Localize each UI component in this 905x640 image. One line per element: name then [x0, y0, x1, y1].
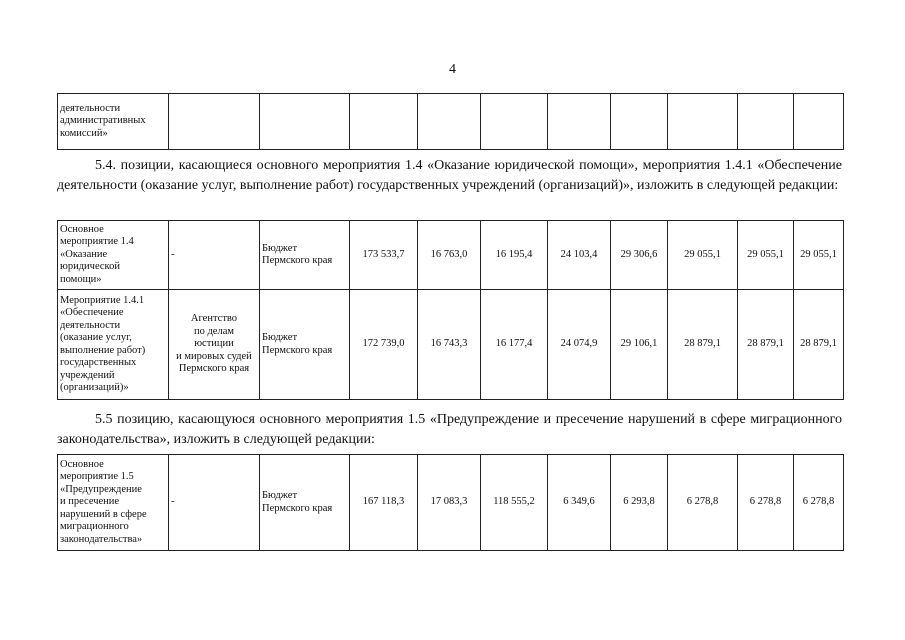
- cell-line: «Обеспечение: [60, 307, 124, 318]
- cell-amount: [548, 94, 611, 150]
- cell-amount: [738, 94, 794, 150]
- cell-amount: 6 278,8: [668, 455, 738, 551]
- table-row: [58, 94, 844, 150]
- cell-amount: 28 879,1: [794, 290, 844, 400]
- cell-amount: 6 349,6: [548, 455, 611, 551]
- cell-amount: 16 743,3: [418, 290, 481, 400]
- cell-funding-source: [260, 455, 350, 551]
- cell-line: деятельности: [60, 319, 121, 331]
- cell-line: «Предупреждение: [60, 483, 142, 495]
- cell-amount: [668, 94, 738, 150]
- cell-amount: [611, 94, 668, 150]
- cell-amount: [350, 94, 418, 150]
- cell-amount: 29 055,1: [794, 221, 844, 290]
- cell-executor: [169, 455, 260, 551]
- cell-line: Пермского края: [262, 255, 333, 266]
- section-5-4-paragraph: [57, 156, 842, 196]
- cell-line: Пермского края: [262, 344, 333, 356]
- cell-amount: 29 306,6: [611, 221, 668, 290]
- cell-line: государственных: [60, 357, 137, 368]
- cell-line: Мероприятие 1.4.1: [60, 294, 145, 306]
- table-row: [58, 455, 844, 551]
- cell-executor: [169, 221, 260, 290]
- cell-activity-name: [58, 290, 169, 400]
- cell-activity-name: [58, 221, 169, 290]
- cell-line: Пермского края: [178, 363, 250, 375]
- cell-line: Бюджет: [262, 332, 298, 343]
- cell-line: мероприятие 1.4: [60, 236, 134, 248]
- cell-line: и мировых судей: [176, 350, 252, 362]
- cell-line: выполнение работ): [60, 344, 146, 356]
- cell-amount: 16 195,4: [481, 221, 548, 290]
- cell-amount: 29 106,1: [611, 290, 668, 400]
- cell-line: и пресечение: [60, 496, 120, 508]
- table-row: [58, 290, 844, 400]
- cell-line: -: [171, 248, 175, 260]
- cell-amount: 24 074,9: [548, 290, 611, 400]
- cell-amount: 6 278,8: [738, 455, 794, 551]
- page-number: 4: [449, 62, 456, 77]
- cell-funding-source: [260, 221, 350, 290]
- cell-amount: 118 555,2: [481, 455, 548, 551]
- cell-line: деятельности: [60, 102, 121, 114]
- cell-line: учреждений: [60, 369, 115, 381]
- cell-line: помощи»: [60, 273, 102, 285]
- cell-line: Пермского края: [262, 502, 333, 514]
- cell-line: «Оказание: [60, 248, 108, 260]
- cell-line: комиссий»: [60, 127, 108, 139]
- cell-activity-name: [58, 94, 169, 150]
- program-table-1-4: [57, 220, 844, 400]
- cell-line: юстиции: [194, 338, 234, 350]
- cell-amount: 28 879,1: [738, 290, 794, 400]
- section-5-5-text: 5.5 позицию, касающуюся основного мероприятия 1.5 «Предупреждение и пресечение нарушений в сфере миграционного законодательства», изложить в следующей редакции:: [57, 412, 842, 447]
- cell-line: мероприятие 1.5: [60, 471, 134, 483]
- cell-line: Основное: [60, 458, 104, 470]
- cell-amount: 6 278,8: [794, 455, 844, 551]
- cell-line: нарушений в сфере: [60, 508, 147, 520]
- cell-line: Бюджет: [262, 490, 298, 501]
- cell-line: (оказание услуг,: [60, 332, 132, 343]
- cell-amount: 28 879,1: [668, 290, 738, 400]
- cell-amount: [794, 94, 844, 150]
- cell-line: административных: [60, 115, 146, 127]
- cell-amount: 167 118,3: [350, 455, 418, 551]
- cell-amount: 29 055,1: [738, 221, 794, 290]
- table-row: [58, 221, 844, 290]
- cell-line: по делам: [193, 325, 235, 337]
- cell-funding-source: [260, 94, 350, 150]
- cell-amount: [418, 94, 481, 150]
- cell-line: миграционного: [60, 521, 129, 533]
- cell-line: юридической: [60, 261, 120, 273]
- cell-amount: 16 177,4: [481, 290, 548, 400]
- cell-amount: [481, 94, 548, 150]
- cell-funding-source: [260, 290, 350, 400]
- section-5-4-text: 5.4. позиции, касающиеся основного мероприятия 1.4 «Оказание юридической помощи», мероприятия 1.4.1 «Обеспечение деятельности (оказание услуг, выполнение работ) государственных учреждений (организаций)», изложить в следующей редакции:: [57, 158, 842, 193]
- section-5-5-paragraph: [57, 410, 842, 450]
- cell-activity-name: [58, 455, 169, 551]
- program-table-continuation: [57, 93, 844, 150]
- cell-executor: [169, 290, 260, 400]
- cell-line: Бюджет: [262, 242, 298, 254]
- cell-amount: 17 083,3: [418, 455, 481, 551]
- cell-line: (организаций)»: [60, 382, 129, 393]
- cell-amount: 172 739,0: [350, 290, 418, 400]
- cell-line: Основное: [60, 223, 104, 235]
- cell-amount: 6 293,8: [611, 455, 668, 551]
- cell-line: Агентство: [190, 313, 238, 325]
- cell-amount: 16 763,0: [418, 221, 481, 290]
- cell-executor: [169, 94, 260, 150]
- cell-line: -: [171, 496, 175, 508]
- program-table-1-5: [57, 454, 844, 551]
- cell-amount: 29 055,1: [668, 221, 738, 290]
- cell-line: законодательства»: [60, 533, 143, 545]
- cell-amount: 24 103,4: [548, 221, 611, 290]
- cell-amount: 173 533,7: [350, 221, 418, 290]
